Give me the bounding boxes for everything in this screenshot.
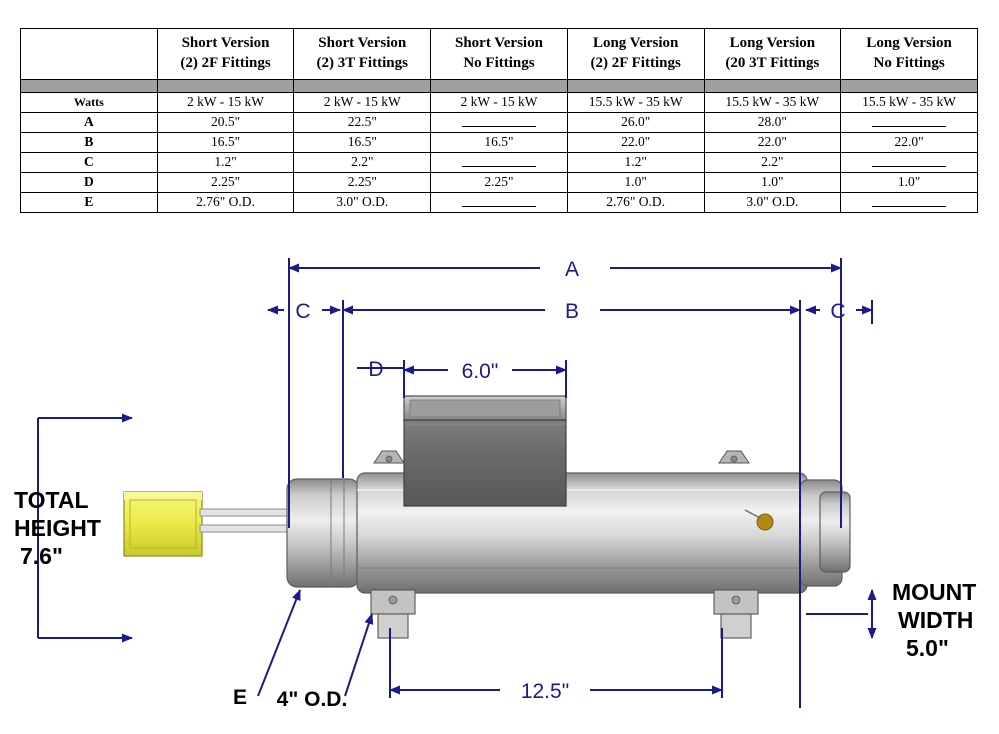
terminal-block-yellow bbox=[124, 492, 202, 556]
cell-e-2 bbox=[431, 192, 568, 212]
label-mount-width-line1: MOUNT bbox=[892, 579, 977, 605]
cell-a-1: 22.5" bbox=[294, 112, 431, 132]
spec-table-head bbox=[21, 29, 978, 93]
label-dim-bottom: 12.5" bbox=[520, 680, 570, 703]
header-separator-cell bbox=[21, 79, 158, 92]
column-header-4 bbox=[704, 29, 841, 80]
cell-c-2 bbox=[431, 152, 568, 172]
row-label-a: A bbox=[21, 112, 158, 132]
empty-dash bbox=[872, 118, 946, 127]
leader-e bbox=[258, 590, 300, 696]
column-header-5-line1: Long Version bbox=[866, 35, 952, 51]
cell-e-3: 2.76" O.D. bbox=[567, 192, 704, 212]
column-header-5-line2: No Fittings bbox=[873, 55, 945, 72]
table-row bbox=[21, 192, 978, 212]
column-header-4-line2: (20 3T Fittings bbox=[725, 55, 820, 72]
cell-watts-3: 15.5 kW - 35 kW bbox=[567, 92, 704, 112]
empty-dash bbox=[462, 118, 536, 127]
cell-d-1: 2.25" bbox=[294, 172, 431, 192]
cell-e-5 bbox=[841, 192, 978, 212]
cell-a-0: 20.5" bbox=[157, 112, 294, 132]
technical-drawing bbox=[0, 228, 999, 734]
column-header-4-line1: Long Version bbox=[729, 35, 816, 51]
label-dim-e: E bbox=[232, 686, 248, 709]
table-row bbox=[21, 132, 978, 152]
table-row bbox=[21, 92, 978, 112]
spec-table-container bbox=[20, 28, 978, 213]
spec-table-body bbox=[21, 92, 978, 212]
column-header-0-line1: Short Version bbox=[181, 35, 270, 51]
cell-watts-0: 2 kW - 15 kW bbox=[157, 92, 294, 112]
cell-b-2: 16.5" bbox=[431, 132, 568, 152]
cell-c-3: 1.2" bbox=[567, 152, 704, 172]
label-dim-box-width: 6.0" bbox=[461, 360, 499, 383]
cell-e-4: 3.0" O.D. bbox=[704, 192, 841, 212]
cell-watts-2: 2 kW - 15 kW bbox=[431, 92, 568, 112]
cell-b-4: 22.0" bbox=[704, 132, 841, 152]
header-separator-cell bbox=[841, 79, 978, 92]
junction-box bbox=[404, 396, 566, 506]
label-mount-width-line3: 5.0" bbox=[906, 635, 949, 661]
cell-a-3: 26.0" bbox=[567, 112, 704, 132]
cell-b-3: 22.0" bbox=[567, 132, 704, 152]
label-od: 4" O.D. bbox=[276, 688, 348, 711]
header-separator-cell bbox=[704, 79, 841, 92]
cell-e-1: 3.0" O.D. bbox=[294, 192, 431, 212]
cell-c-4: 2.2" bbox=[704, 152, 841, 172]
cell-watts-1: 2 kW - 15 kW bbox=[294, 92, 431, 112]
cell-d-3: 1.0" bbox=[567, 172, 704, 192]
row-label-e: E bbox=[21, 192, 158, 212]
left-end-cap bbox=[287, 479, 359, 587]
label-total-height-line3: 7.6" bbox=[20, 543, 63, 569]
cell-e-0: 2.76" O.D. bbox=[157, 192, 294, 212]
label-dim-c-left: C bbox=[295, 300, 311, 323]
header-separator-cell bbox=[157, 79, 294, 92]
empty-dash bbox=[872, 198, 946, 207]
empty-dash bbox=[872, 158, 946, 167]
column-header-1-line2: (2) 3T Fittings bbox=[316, 55, 408, 72]
column-header-3-line2: (2) 2F Fittings bbox=[590, 55, 681, 72]
cell-d-5: 1.0" bbox=[841, 172, 978, 192]
table-row bbox=[21, 112, 978, 132]
cell-a-4: 28.0" bbox=[704, 112, 841, 132]
label-dim-d: D bbox=[368, 358, 384, 381]
column-header-1-line1: Short Version bbox=[318, 35, 407, 51]
empty-dash bbox=[462, 158, 536, 167]
cell-a-2 bbox=[431, 112, 568, 132]
column-header-5 bbox=[841, 29, 978, 80]
column-header-1 bbox=[294, 29, 431, 80]
leader-od bbox=[345, 614, 372, 696]
row-label-d: D bbox=[21, 172, 158, 192]
column-header-2-line2: No Fittings bbox=[463, 55, 535, 72]
empty-dash bbox=[462, 198, 536, 207]
cell-c-5 bbox=[841, 152, 978, 172]
row-label-watts: Watts bbox=[21, 92, 158, 112]
table-header-row bbox=[21, 29, 978, 80]
table-row bbox=[21, 152, 978, 172]
column-header-0-line2: (2) 2F Fittings bbox=[180, 55, 271, 72]
column-header-0 bbox=[157, 29, 294, 80]
header-separator-cell bbox=[431, 79, 568, 92]
cell-d-2: 2.25" bbox=[431, 172, 568, 192]
label-total-height-line2: HEIGHT bbox=[14, 515, 101, 541]
label-dim-c-right: C bbox=[830, 300, 846, 323]
header-corner-cell bbox=[21, 29, 158, 80]
header-separator-row bbox=[21, 79, 978, 92]
cell-c-0: 1.2" bbox=[157, 152, 294, 172]
cell-d-0: 2.25" bbox=[157, 172, 294, 192]
heater-assembly-graphic bbox=[124, 396, 850, 638]
label-dim-b: B bbox=[564, 300, 580, 323]
cell-a-5 bbox=[841, 112, 978, 132]
table-row bbox=[21, 172, 978, 192]
spec-table bbox=[20, 28, 978, 213]
column-header-3 bbox=[567, 29, 704, 80]
cell-b-0: 16.5" bbox=[157, 132, 294, 152]
label-dim-a: A bbox=[564, 258, 580, 281]
cell-d-4: 1.0" bbox=[704, 172, 841, 192]
header-separator-cell bbox=[294, 79, 431, 92]
header-separator-cell bbox=[567, 79, 704, 92]
column-header-2-line1: Short Version bbox=[454, 35, 543, 51]
row-label-b: B bbox=[21, 132, 158, 152]
cell-watts-5: 15.5 kW - 35 kW bbox=[841, 92, 978, 112]
column-header-3-line1: Long Version bbox=[592, 35, 679, 51]
column-header-2 bbox=[431, 29, 568, 80]
right-end-cap bbox=[800, 480, 850, 586]
cell-b-5: 22.0" bbox=[841, 132, 978, 152]
cell-c-1: 2.2" bbox=[294, 152, 431, 172]
row-label-c: C bbox=[21, 152, 158, 172]
cell-watts-4: 15.5 kW - 35 kW bbox=[704, 92, 841, 112]
label-total-height-line1: TOTAL bbox=[14, 487, 89, 513]
cell-b-1: 16.5" bbox=[294, 132, 431, 152]
label-mount-width-line2: WIDTH bbox=[898, 607, 974, 633]
